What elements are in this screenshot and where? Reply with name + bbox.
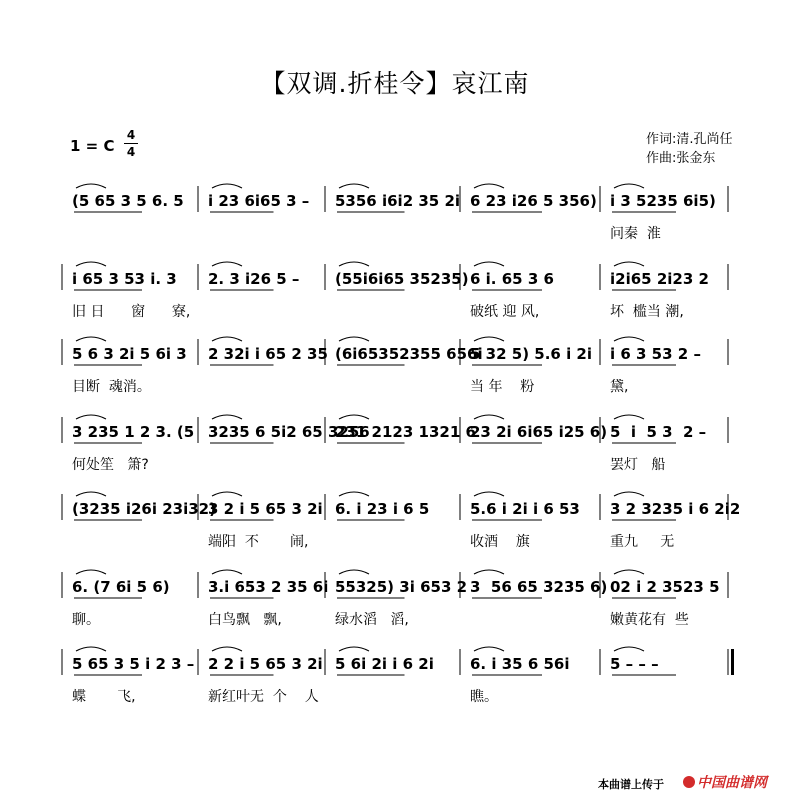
lyric: 罢灯 船 — [610, 457, 666, 473]
measure: 3 2 3235 i 6 2i2 — [610, 500, 741, 518]
slur — [474, 415, 504, 419]
slur — [76, 570, 106, 574]
measure: 6. i 23 i 6 5 — [335, 500, 430, 518]
lyric: 端阳 不 闹, — [208, 534, 309, 550]
measure: 5 6i 2i i 6 2i — [335, 655, 434, 673]
measure: i2i65 2i23 2 — [610, 270, 709, 288]
measure: 3.i 653 2 35 6i — [208, 578, 329, 596]
measure: 6 23 i26 5 356) — [470, 192, 597, 210]
slur — [339, 415, 369, 419]
time-signature-top: 4 — [126, 128, 136, 142]
slur — [474, 262, 504, 266]
slur — [474, 337, 504, 341]
lyric: 绿水滔 滔, — [335, 612, 409, 628]
slur — [76, 492, 106, 496]
slur — [339, 570, 369, 574]
measure: 5.6 i 2i i 6 53 — [470, 500, 580, 518]
key-signature: 1 = C — [70, 137, 115, 155]
lyric: 聊。 — [72, 612, 100, 628]
upload-note: 本曲谱上传于 — [598, 778, 664, 791]
lyric: 嫩黄花有 些 — [610, 612, 689, 628]
lyric: 黛, — [610, 379, 629, 395]
slur — [474, 570, 504, 574]
slur — [474, 184, 504, 188]
slur — [212, 415, 242, 419]
slur — [339, 492, 369, 496]
measure: i 23 6i65 3 – — [208, 192, 310, 210]
time-signature-bottom: 4 — [126, 145, 136, 159]
measure: 02 i 2 3523 5 — [610, 578, 720, 596]
measure: (55i6i65 35235) — [335, 270, 469, 288]
final-barline — [731, 649, 734, 675]
slur — [614, 415, 644, 419]
measure: 6. (7 6i 5 6) — [72, 578, 170, 596]
lyric: 当 年 粉 — [470, 379, 535, 395]
slur — [614, 262, 644, 266]
measure: (3235 i26i 23i32) — [72, 500, 216, 518]
slur — [474, 647, 504, 651]
measure: i 65 3 53 i. 3 — [72, 270, 177, 288]
lyric: 白鸟飘 飘, — [208, 612, 282, 628]
site-name: 中国曲谱网 — [697, 775, 767, 791]
slur — [474, 492, 504, 496]
page-title: 【双调.折桂令】哀江南 — [260, 69, 530, 98]
measure: 2. 3 i26 5 – — [208, 270, 300, 288]
measure: i 3 5235 6i5) — [610, 192, 716, 210]
slur — [614, 570, 644, 574]
lyric: 何处笙 箫? — [72, 457, 149, 473]
measure: 5 32 5) 5.6 i 2i — [470, 345, 593, 363]
lyric: 瞧。 — [470, 689, 498, 705]
slur — [614, 647, 644, 651]
slur — [614, 184, 644, 188]
lyric: 破纸 迎 风, — [470, 304, 540, 320]
composer-credit: 作曲:张金东 — [646, 151, 716, 166]
slur — [614, 492, 644, 496]
measure: 55325) 3i 653 2 — [335, 578, 468, 596]
measure: 3 235 1 2 3. (5 — [72, 423, 195, 441]
lyric: 收酒 旗 — [470, 534, 530, 550]
lyric: 蝶 飞, — [72, 689, 136, 705]
slur — [76, 415, 106, 419]
slur — [76, 262, 106, 266]
site-logo — [683, 772, 767, 792]
slur — [339, 184, 369, 188]
measure: 3 56 65 3235 6) — [470, 578, 608, 596]
slur — [339, 647, 369, 651]
lyric: 坏 槛当 潮, — [610, 304, 684, 320]
slur — [339, 262, 369, 266]
measure: (5 65 3 5 6. 5 — [72, 192, 184, 210]
measure: 3 2 i 5 65 3 2i — [208, 500, 323, 518]
measure: 5 i 5 3 2 – — [610, 423, 707, 441]
measure: 6 i. 65 3 6 — [470, 270, 554, 288]
site-logo-icon — [683, 776, 695, 788]
measure: 2 32i i 65 2 35 — [208, 345, 328, 363]
slur — [212, 184, 242, 188]
measure: 5 6 3 2i 5 6i 3 — [72, 345, 187, 363]
slur — [614, 337, 644, 341]
slur — [339, 337, 369, 341]
slur — [76, 337, 106, 341]
measure: 5356 i6i2 35 2i — [335, 192, 461, 210]
lyric: 重九 无 — [610, 534, 675, 550]
measure: 5 – – – — [610, 655, 659, 673]
slur — [212, 337, 242, 341]
lyric: 新红叶无 个 人 — [208, 689, 319, 705]
measure: 3235 6 5i2 65 3256 — [208, 423, 370, 441]
measure: 231 2123 1321 6 — [335, 423, 476, 441]
slur — [76, 647, 106, 651]
slur — [212, 647, 242, 651]
lyric: 旧 日 窗 寮, — [72, 304, 191, 320]
lyric: 问秦 淮 — [610, 226, 661, 242]
measure: (6i65352355 656i — [335, 345, 483, 363]
measure: 5 65 3 5 i 2 3 – — [72, 655, 195, 673]
lyricist-credit: 作词:清.孔尚任 — [646, 132, 733, 147]
measure: 2 2 i 5 65 3 2i — [208, 655, 323, 673]
measure: 23 2i 6i65 i25 6) — [470, 423, 608, 441]
slur — [212, 570, 242, 574]
measure: i 6 3 53 2 – — [610, 345, 701, 363]
slur — [212, 492, 242, 496]
slur — [212, 262, 242, 266]
slur — [76, 184, 106, 188]
measure: 6. i 35 6 56i — [470, 655, 570, 673]
lyric: 目断 魂消。 — [72, 379, 151, 395]
